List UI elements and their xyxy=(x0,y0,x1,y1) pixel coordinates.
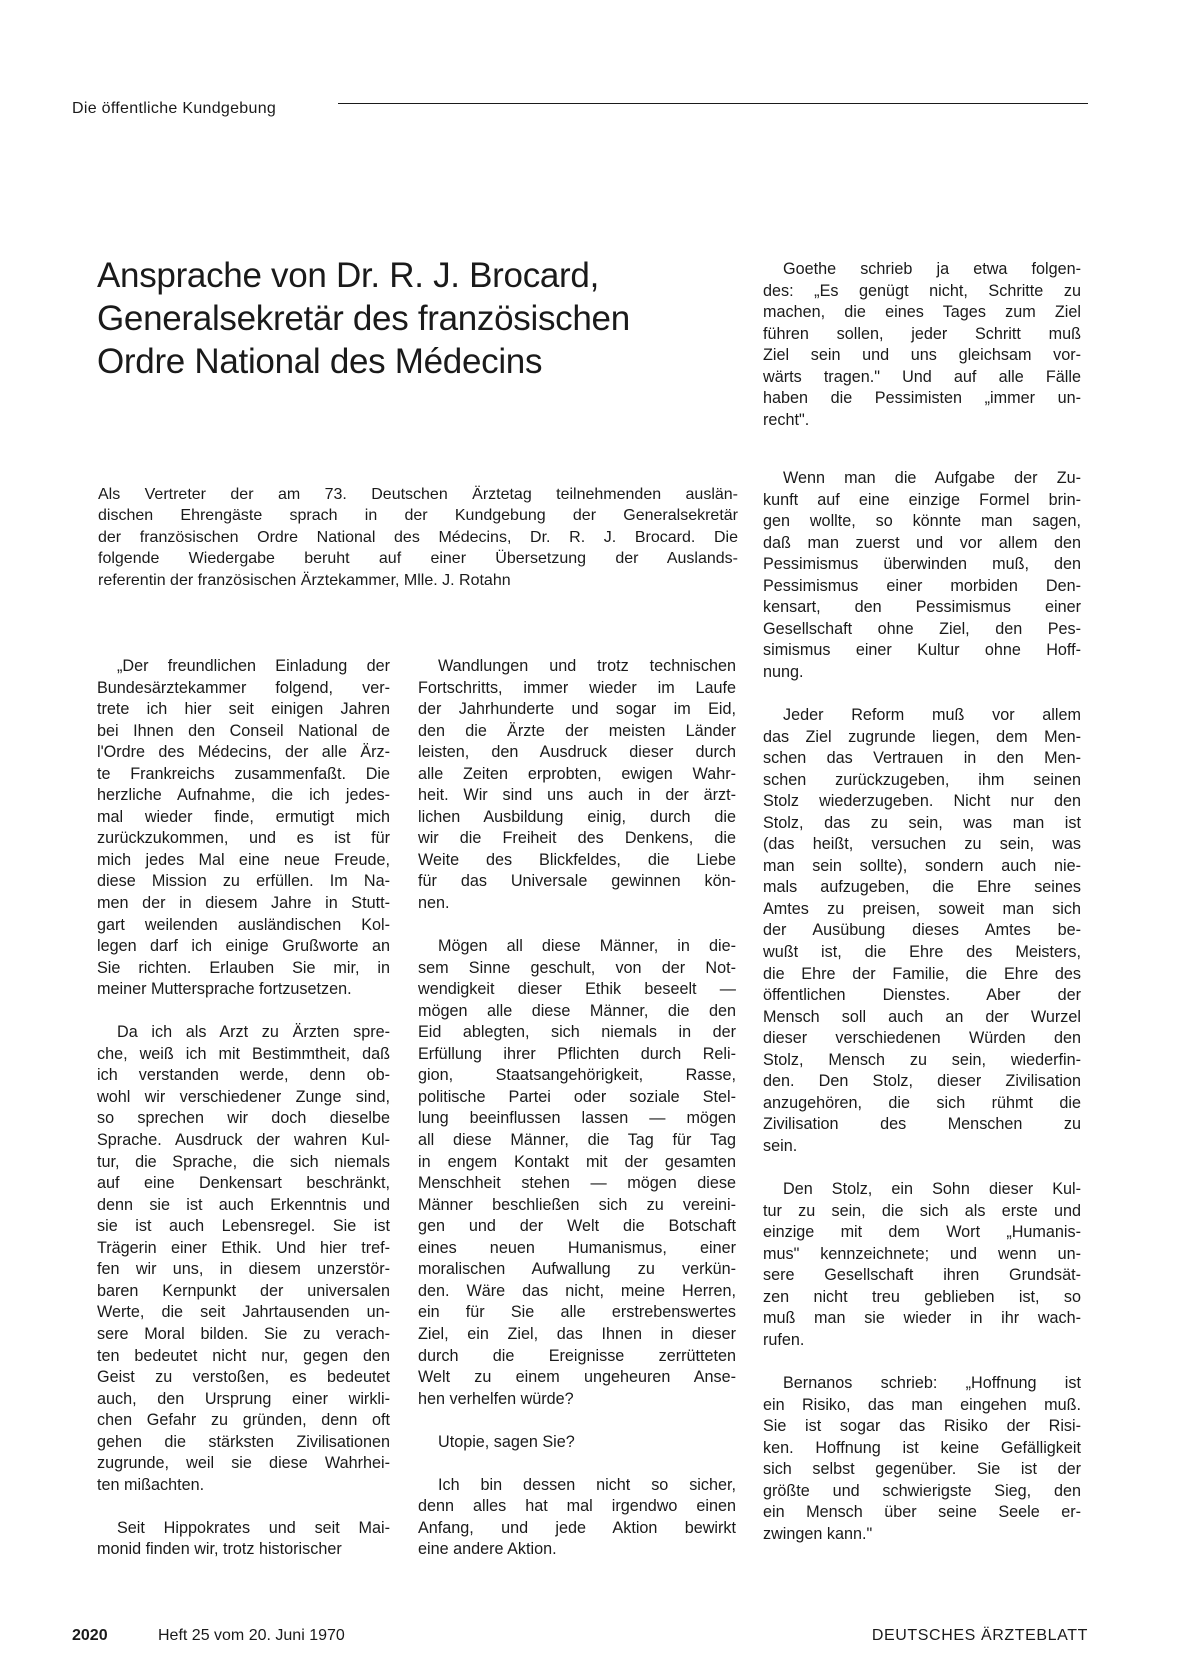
text-line: anzugehören, die sich rühmt die xyxy=(763,1093,1081,1112)
text-line: Ziel sein und uns gleichsam vor- xyxy=(763,346,1081,365)
text-line: alle Zeiten erprobten, ewigen Wahr- xyxy=(418,764,736,783)
paragraph xyxy=(97,656,390,1001)
text-line: sere Moral bilden. Sie zu verach- xyxy=(97,1324,390,1343)
text-line: Utopie, sagen Sie? xyxy=(438,1432,575,1451)
text-line: Stolz wiederzugeben. Nicht nur den xyxy=(763,792,1081,811)
text-line: moralischen Aufwallung zu verkün- xyxy=(418,1260,736,1279)
text-line: daß man zuerst und vor allem den xyxy=(763,533,1081,552)
section-header: Die öffentliche Kundgebung xyxy=(72,100,277,117)
text-line: sein. xyxy=(763,1136,798,1155)
text-column-2 xyxy=(418,656,736,1561)
text-line: baren Kernpunkt der universalen xyxy=(97,1281,390,1300)
text-line: chen Gefahr zu gründen, denn oft xyxy=(97,1411,390,1430)
text-line: Seit Hippokrates und seit Mai- xyxy=(117,1518,390,1537)
paragraph xyxy=(418,1432,736,1454)
text-line: meiner Muttersprache fortzusetzen. xyxy=(97,980,352,999)
text-line: schen zurückzugeben, ihm seinen xyxy=(763,770,1081,789)
title-line: Generalsekretär des französischen xyxy=(97,299,630,338)
text-line: Wenn man die Aufgabe der Zu- xyxy=(783,469,1081,487)
text-line: Menschheit stehen — mögen diese xyxy=(418,1174,736,1193)
text-line: ten bedeutet nicht nur, gegen den xyxy=(97,1346,390,1365)
text-line: Erfüllung ihrer Pflichten durch Reli- xyxy=(418,1044,736,1063)
text-line: mich jedes Mal eine neue Freude, xyxy=(97,850,390,869)
text-line: auf eine Denkensart beschränkt, xyxy=(97,1174,390,1193)
text-line: zugrunde, weil sie diese Wahrhei- xyxy=(97,1454,390,1473)
text-line: größte und schwierigste Sieg, den xyxy=(763,1481,1081,1500)
text-line: zen nicht treu geblieben ist, so xyxy=(763,1287,1081,1306)
text-line: ich verstanden werde, denn ob- xyxy=(97,1066,390,1085)
paragraph xyxy=(97,1518,390,1561)
text-line: des: „Es genügt nicht, Schritte zu xyxy=(763,281,1081,300)
text-line: tur, die Sprache, die sich niemals xyxy=(97,1152,390,1171)
text-line: hen verhelfen würde? xyxy=(418,1389,574,1408)
text-line: mal wieder finde, ermutigt mich xyxy=(97,807,390,826)
text-line: auch, den Ursprung einer wirkli- xyxy=(97,1389,390,1408)
text-column-3-top xyxy=(763,259,1081,431)
text-line: kunft auf eine einzige Formel brin- xyxy=(763,490,1081,509)
text-line: herzliche Aufnahme, die ich jedes- xyxy=(97,786,390,805)
text-line: all diese Männer, die Tag für Tag xyxy=(418,1131,736,1150)
text-line: haben die Pessimisten „immer un- xyxy=(763,389,1081,408)
text-line: fen wir uns, in diesem unzerstör- xyxy=(97,1260,390,1279)
issue-info: Heft 25 vom 20. Juni 1970 xyxy=(158,1627,345,1644)
text-line: tur zu sein, die sich als erste und xyxy=(763,1201,1081,1220)
lead-line: dischen Ehrengäste sprach in der Kundgebung der Generalsekretär xyxy=(98,507,738,525)
text-line: Bernanos schrieb: „Hoffnung ist xyxy=(783,1373,1081,1392)
paragraph xyxy=(763,1179,1081,1351)
text-line: ein für Sie alle erstrebenswertes xyxy=(418,1303,736,1322)
lead-line: referentin der französischen Ärztekammer, Mlle. J. Rotahn xyxy=(98,571,511,589)
text-line: trete ich hier seit einigen Jahren xyxy=(97,700,390,719)
text-line: Zivilisation des Menschen zu xyxy=(763,1115,1081,1134)
text-line: das Ziel zugrunde liegen, dem Men- xyxy=(763,727,1081,746)
text-column-1 xyxy=(97,656,390,1561)
text-line: gehen die stärksten Zivilisationen xyxy=(97,1432,390,1451)
text-line: so sprechen wir doch dieselbe xyxy=(97,1109,390,1128)
text-line: wärts tragen." Und auf alle Fälle xyxy=(763,367,1081,386)
text-line: wir die Freiheit des Denkens, die xyxy=(418,829,736,848)
text-line: Ich bin dessen nicht so sicher, xyxy=(438,1475,736,1494)
header-rule xyxy=(338,103,1088,104)
text-line: den. Den Stolz, dieser Zivilisation xyxy=(763,1072,1081,1091)
text-line: mögen alle diese Männer, die den xyxy=(418,1001,736,1020)
text-line: die Ehre der Familie, die Ehre des xyxy=(763,964,1081,983)
paragraph-gap xyxy=(97,1001,390,1023)
text-line: nung. xyxy=(763,662,804,681)
lead-line: folgende Wiedergabe beruht auf einer Übersetzung der Auslands- xyxy=(98,550,738,568)
text-line: denn alles hat mal irgendwo einen xyxy=(418,1497,736,1516)
text-line: sie ist auch Lebensregel. Sie ist xyxy=(97,1217,390,1236)
text-line: Stolz, das zu sein, was man ist xyxy=(763,813,1081,832)
text-line: leisten, den Ausdruck dieser durch xyxy=(418,743,736,762)
text-line: Geist zu verstoßen, es bedeutet xyxy=(97,1368,390,1387)
title-line: Ordre National des Médecins xyxy=(97,342,543,381)
text-line: gart weilenden ausländischen Kol- xyxy=(97,915,390,934)
paragraph-gap xyxy=(418,1410,736,1432)
paragraph xyxy=(763,705,1081,1157)
lead-paragraph xyxy=(98,484,738,591)
text-line: lung beeinflussen lassen — mögen xyxy=(418,1109,736,1128)
text-line: Jeder Reform muß vor allem xyxy=(783,706,1081,725)
text-line: ein Mensch über seine Seele er- xyxy=(763,1503,1081,1522)
text-line: den die Ärzte der meisten Länder xyxy=(418,721,736,740)
text-line: Gesellschaft ohne Ziel, den Pes- xyxy=(763,619,1081,638)
text-line: Da ich als Arzt zu Ärzten spre- xyxy=(117,1023,390,1042)
text-line: schen das Vertrauen in den Men- xyxy=(763,749,1081,768)
text-line: der Jahrhunderte und sogar im Eid, xyxy=(418,700,736,719)
title-line: Ansprache von Dr. R. J. Brocard, xyxy=(97,256,600,295)
text-line: wußt ist, die Ehre des Meisters, xyxy=(763,943,1081,962)
paragraph xyxy=(418,656,736,915)
text-line: legen darf ich einige Grußworte an xyxy=(97,937,390,956)
paragraph-gap xyxy=(418,915,736,937)
text-line: Eid ablegten, sich niemals in der xyxy=(418,1023,736,1042)
lead-line: der französischen Ordre National des Médecins, Dr. R. J. Brocard. Die xyxy=(98,528,738,546)
paragraph xyxy=(418,1475,736,1561)
text-line: ten mißachten. xyxy=(97,1475,205,1494)
text-line: führen sollen, jeder Schritt muß xyxy=(763,324,1081,343)
text-line: mus" kennzeichnete; und wenn un- xyxy=(763,1244,1081,1263)
text-line: Pessimismus einer morbiden Den- xyxy=(763,576,1081,595)
text-line: machen, die eines Tages zum Ziel xyxy=(763,303,1081,322)
paragraph xyxy=(418,936,736,1410)
text-column-3 xyxy=(763,468,1081,1545)
text-line: wohl wir verschiedener Zunge sind, xyxy=(97,1087,390,1106)
lead-line: Als Vertreter der am 73. Deutschen Ärztetag teilnehmenden auslän- xyxy=(98,486,738,503)
text-line: heit. Wir sind uns auch in der ärzt- xyxy=(418,786,736,805)
text-line: Fortschritts, immer wieder im Laufe xyxy=(418,678,736,697)
text-line: Anfang, und jede Aktion bewirkt xyxy=(418,1518,736,1537)
text-line: öffentlichen Dienstes. Aber der xyxy=(763,986,1081,1005)
text-line: Wandlungen und trotz technischen xyxy=(438,657,736,675)
text-line: lichen Ausbildung einig, durch die xyxy=(418,807,736,826)
text-line: Weite des Blickfeldes, die Liebe xyxy=(418,850,736,869)
article-title xyxy=(97,254,717,383)
text-line: eines neuen Humanismus, einer xyxy=(418,1238,736,1257)
text-line: ken. Hoffnung ist keine Gefälligkeit xyxy=(763,1438,1081,1457)
text-line: sem Sinne geschult, von der Not- xyxy=(418,958,736,977)
text-line: Bundesärztekammer folgend, ver- xyxy=(97,678,390,697)
text-line: Welt zu einem ungeheuren Anse- xyxy=(418,1368,736,1387)
page-number: 2020 xyxy=(72,1627,108,1644)
text-line: wendigkeit dieser Ethik beseelt — xyxy=(418,980,736,999)
text-line: Männer beschließen sich zu vereini- xyxy=(418,1195,736,1214)
text-line: Pessimismus überwinden muß, den xyxy=(763,555,1081,574)
text-line: (das heißt, versuchen zu sein, was xyxy=(763,835,1081,854)
paragraph xyxy=(763,259,1081,431)
text-line: che, weiß ich mit Bestimmtheit, daß xyxy=(97,1044,390,1063)
paragraph xyxy=(763,468,1081,683)
text-line: zwingen kann." xyxy=(763,1524,873,1543)
text-line: gen und der Welt die Botschaft xyxy=(418,1217,736,1236)
text-line: den. Wäre das nicht, meine Herren, xyxy=(418,1281,736,1300)
text-line: eine andere Aktion. xyxy=(418,1540,557,1559)
text-line: monid finden wir, trotz historischer xyxy=(97,1540,342,1559)
paragraph-gap xyxy=(763,1351,1081,1373)
text-line: rufen. xyxy=(763,1330,805,1349)
text-line: Werte, die seit Jahrtausenden un- xyxy=(97,1303,390,1322)
text-line: „Der freundlichen Einladung der xyxy=(117,657,390,675)
paragraph-gap xyxy=(763,1158,1081,1180)
text-line: simismus einer Kultur ohne Hoff- xyxy=(763,641,1081,660)
journal-name: DEUTSCHES ÄRZTEBLATT xyxy=(871,1627,1088,1644)
text-line: te Frankreichs zusammenfaßt. Die xyxy=(97,764,390,783)
paragraph-gap xyxy=(97,1496,390,1518)
paragraph xyxy=(97,1022,390,1496)
text-line: muß man sie wieder in ihr wach- xyxy=(763,1309,1081,1328)
text-line: nen. xyxy=(418,894,450,913)
text-line: Stolz, Mensch zu sein, wiederfin- xyxy=(763,1050,1081,1069)
text-line: men der in diesem Jahre in Stutt- xyxy=(97,894,390,913)
text-line: Sprache. Ausdruck der wahren Kul- xyxy=(97,1131,390,1150)
text-line: Sie richten. Erlauben Sie mir, in xyxy=(97,958,390,977)
text-line: Mögen all diese Männer, in die- xyxy=(438,937,736,956)
text-line: denn sie ist auch Erkenntnis und xyxy=(97,1195,390,1214)
text-line: man sein sollte), sondern auch nie- xyxy=(763,856,1081,875)
text-line: Sie ist sogar das Risiko der Risi- xyxy=(763,1417,1081,1436)
text-line: sere Gesellschaft ihren Grundsät- xyxy=(763,1266,1081,1285)
paragraph-gap xyxy=(763,683,1081,705)
text-line: l'Ordre des Médecins, der alle Ärz- xyxy=(97,743,390,762)
text-line: Trägerin einer Ethik. Und hier tref- xyxy=(97,1238,390,1257)
text-line: bei Ihnen den Conseil National de xyxy=(97,721,390,740)
text-line: Ziel, ein Ziel, das Ihnen in dieser xyxy=(418,1324,736,1343)
text-line: Mensch soll auch an der Wurzel xyxy=(763,1007,1081,1026)
text-line: durch die Ereignisse zerrütteten xyxy=(418,1346,736,1365)
text-line: gion, Staatsangehörigkeit, Rasse, xyxy=(418,1066,736,1085)
text-line: politische Partei oder soziale Stel- xyxy=(418,1087,736,1106)
paragraph xyxy=(763,1373,1081,1545)
text-line: sich selbst gegenüber. Sie ist der xyxy=(763,1460,1081,1479)
text-line: kensart, den Pessimismus einer xyxy=(763,598,1081,617)
text-line: in engem Kontakt mit der gesamten xyxy=(418,1152,736,1171)
text-line: für das Universale gewinnen kön- xyxy=(418,872,736,891)
text-line: Goethe schrieb ja etwa folgen- xyxy=(783,260,1081,278)
text-line: zurückzukommen, und es ist für xyxy=(97,829,390,848)
text-line: Den Stolz, ein Sohn dieser Kul- xyxy=(783,1180,1081,1199)
text-line: der Ausübung dieses Amtes be- xyxy=(763,921,1081,940)
text-line: ein Risiko, das man eingehen muß. xyxy=(763,1395,1081,1414)
text-line: mals aufzugeben, die Ehre seines xyxy=(763,878,1081,897)
text-line: dieser verschiedenen Würden den xyxy=(763,1029,1081,1048)
text-line: einzige mit dem Wort „Humanis- xyxy=(763,1223,1081,1242)
paragraph-gap xyxy=(418,1453,736,1475)
text-line: gen wollte, so könnte man sagen, xyxy=(763,512,1081,531)
text-line: diese Mission zu erfüllen. Im Na- xyxy=(97,872,390,891)
text-line: Amtes zu preisen, soweit man sich xyxy=(763,899,1081,918)
text-line: recht". xyxy=(763,410,810,429)
